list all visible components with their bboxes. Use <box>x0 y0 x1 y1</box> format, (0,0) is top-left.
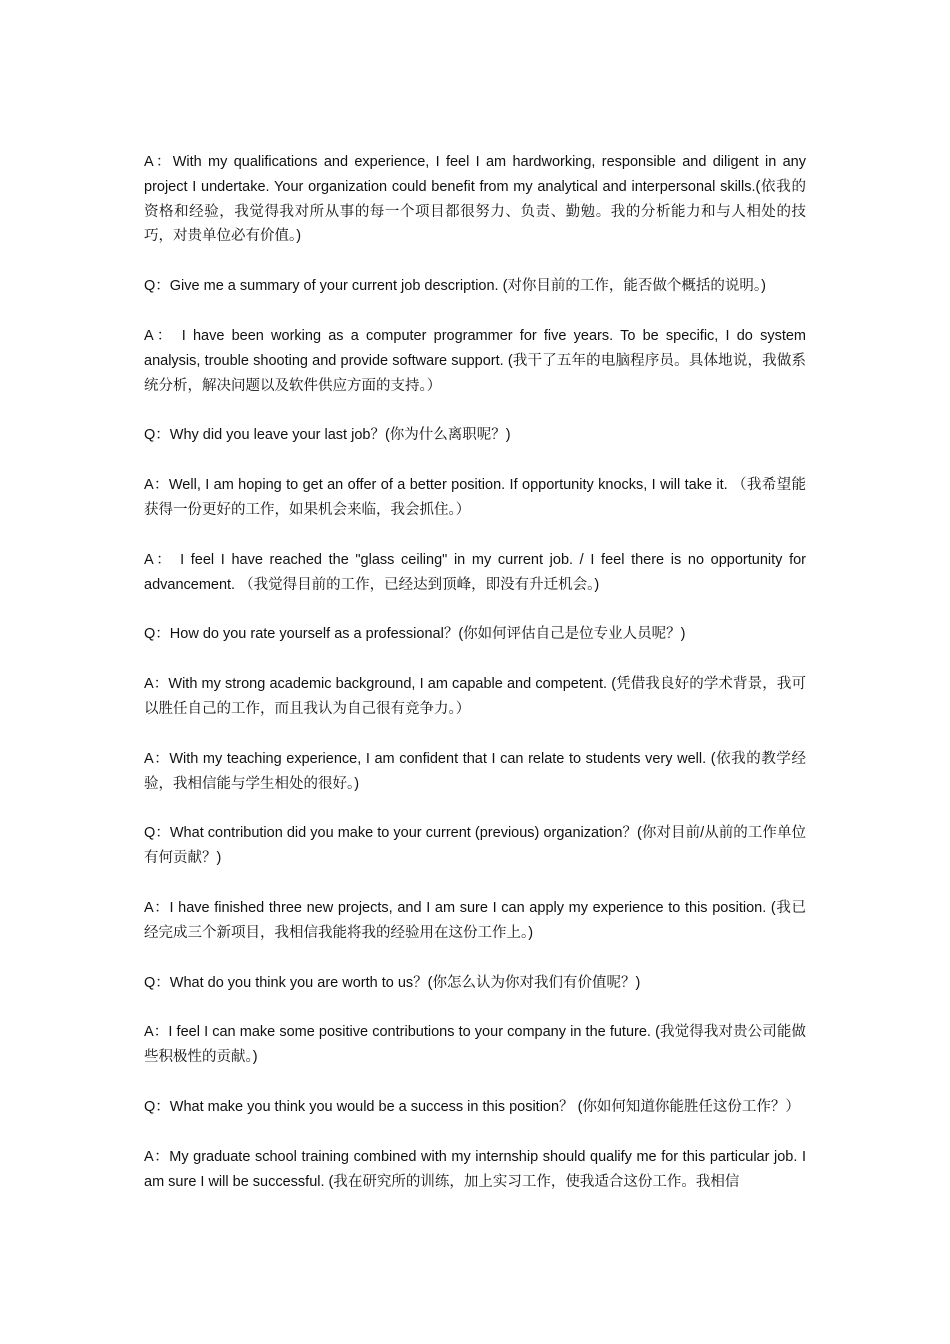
paragraph-answer-teaching-experience: A：With my teaching experience, I am confident that I can relate to students very well. (依我的教学经验，我相信能与学生相处的很好。) <box>144 750 806 792</box>
paragraph-answer-glass-ceiling: A： I feel I have reached the "glass ceiling" in my current job. / I feel there is no opportunity for advancement. （我觉得目前的工作，已经达到顶峰，即没有升迁机会。) <box>144 551 806 593</box>
document-body <box>144 150 806 1219</box>
paragraph-answer-positive-contributions: A：I feel I can make some positive contributions to your company in the future. (我觉得我对贵公司能做些积极性的贡献。) <box>144 1024 806 1066</box>
paragraph-answer-better-position: A：Well, I am hoping to get an offer of a better position. If opportunity knocks, I will take it. （我希望能获得一份更好的工作，如果机会来临，我会抓住。） <box>144 477 806 518</box>
paragraph-question-rate-professional: Q：How do you rate yourself as a professional？(你如何评估自己是位专业人员呢？) <box>144 626 686 643</box>
paragraph-question-job-summary: Q：Give me a summary of your current job description. (对你目前的工作，能否做个概括的说明。) <box>144 278 767 295</box>
paragraph-question-leave-job: Q：Why did you leave your last job？(你为什么离职呢？) <box>144 427 511 444</box>
paragraph-question-contribution: Q：What contribution did you make to your current (previous) organization？(你对目前/从前的工作单位有何贡献？) <box>144 825 806 867</box>
paragraph-answer-new-projects: A：I have finished three new projects, and I am sure I can apply my experience to this position. (我已经完成三个新项目，我相信我能将我的经验用在这份工作上。) <box>144 899 806 941</box>
paragraph-answer-academic-background: A：With my strong academic background, I am capable and competent. (凭借我良好的学术背景，我可以胜任自己的工作，而且我认为自己很有竞争力。） <box>144 676 806 717</box>
paragraph-question-success: Q：What make you think you would be a success in this position？ (你如何知道你能胜任这份工作？） <box>144 1098 800 1115</box>
paragraph-answer-graduate-training: A：My graduate school training combined with my internship should qualify me for this particular job. I am sure I will be successful. (我在研究所的训练，加上实习工作，使我适合这份工作。我相信 <box>144 1148 806 1190</box>
paragraph-question-worth: Q：What do you think you are worth to us？(你怎么认为你对我们有价值呢？) <box>144 974 641 991</box>
paragraph-answer-qualifications: A：With my qualifications and experience, I feel I am hardworking, responsible and diligent in any project I undertake. Your organization could benefit from my analytical and interpersonal skills.(依我的资格和经验，我觉得我对所从事的每一个项目都很努力、负责、勤勉。我的分析能力和与人相处的技巧，对贵单位必有价值。) <box>144 154 806 245</box>
paragraph-answer-job-summary: A： I have been working as a computer programmer for five years. To be specific, I do system analysis, trouble shooting and provide software support. (我干了五年的电脑程序员。具体地说，我做系统分析，解决问题以及软件供应方面的支持。） <box>144 327 806 394</box>
